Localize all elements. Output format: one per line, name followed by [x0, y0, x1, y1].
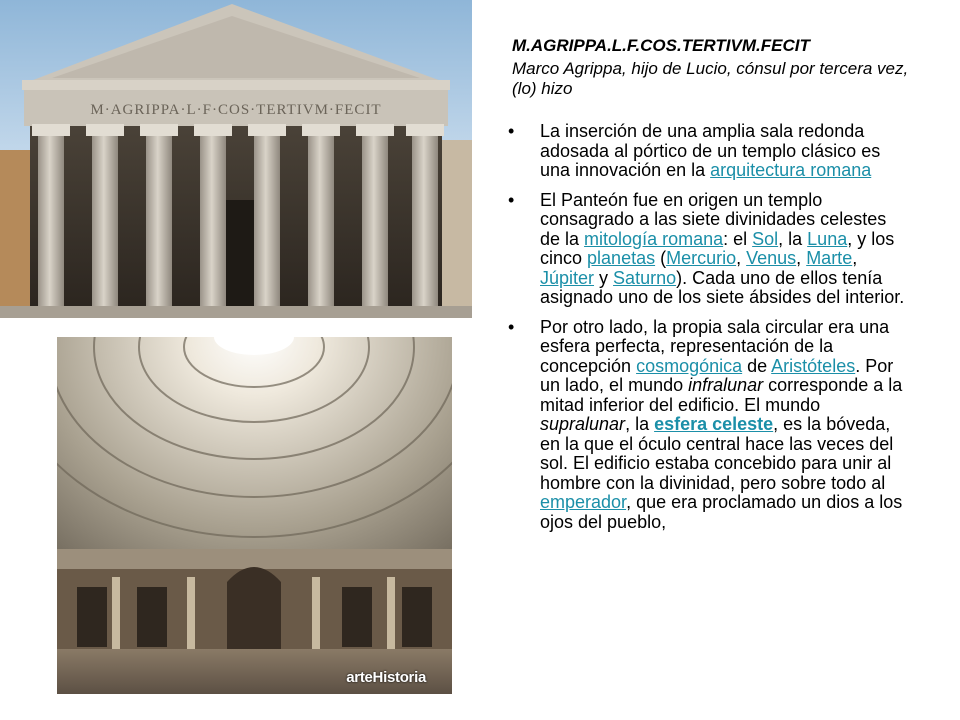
- link-sol[interactable]: Sol: [752, 228, 779, 249]
- link-planetas[interactable]: planetas: [587, 248, 656, 268]
- bullet-text: ). Cada uno de ellos tenía asignado uno de los siete ábsides del interior.: [540, 267, 905, 307]
- bullet-text: , la: [778, 228, 808, 249]
- link-aristoteles[interactable]: Aristóteles: [771, 355, 856, 376]
- link-mitologia-romana[interactable]: mitología romana: [584, 228, 724, 249]
- link-marte[interactable]: Marte: [806, 248, 853, 268]
- bullet-text: , y los cinco: [540, 228, 895, 268]
- pantheon-interior-photo: [57, 337, 452, 694]
- bullet-item: [508, 318, 908, 533]
- term-infralunar: infralunar: [688, 375, 764, 395]
- pantheon-facade-photo: [0, 0, 472, 318]
- facade-illustration: [0, 0, 472, 318]
- link-cosmogonica[interactable]: cosmogónica: [636, 355, 743, 376]
- link-mercurio[interactable]: Mercurio: [666, 248, 737, 268]
- link-emperador[interactable]: emperador: [540, 492, 627, 512]
- bullet-text: ,: [852, 248, 858, 268]
- link-luna[interactable]: Luna: [807, 228, 848, 249]
- bullet-text: , la: [625, 414, 655, 434]
- inscription-caption: [512, 36, 932, 99]
- bullet-dot-icon: •: [508, 189, 515, 210]
- bullet-dot-icon: •: [508, 121, 515, 141]
- interior-illustration: [57, 337, 452, 694]
- inscription-translation: Marco Agrippa, hijo de Lucio, cónsul por tercera vez, (lo) hizo: [512, 59, 909, 98]
- bullet-text: (: [655, 248, 667, 268]
- latin-inscription: M.AGRIPPA.L.F.COS.TERTIVM.FECIT: [512, 36, 810, 55]
- link-jupiter[interactable]: Júpiter: [540, 267, 595, 288]
- bullet-text: El Panteón fue en origen un templo consagrado a las siete divinidades celestes de la: [540, 189, 887, 249]
- facade-inscription: M·AGRIPPA·L·F·COS·TERTIVM·FECIT: [90, 102, 382, 118]
- link-esfera-celeste[interactable]: esfera celeste: [654, 414, 774, 434]
- bullet-text: La inserción de una amplia sala redonda adosada al pórtico de un templo clásico es una innovación en la: [540, 121, 881, 180]
- bullet-text: y: [594, 267, 614, 288]
- bullet-text: . Por un lado, el mundo: [540, 355, 894, 395]
- bullet-dot-icon: •: [508, 316, 515, 337]
- bullet-text: de: [742, 355, 772, 376]
- bullet-item: [508, 122, 908, 181]
- bullet-text: , que era proclamado un dios a los ojos del pueblo,: [540, 492, 903, 532]
- bullet-text: ,: [796, 248, 807, 268]
- artehistoria-watermark: arteHistoria: [346, 669, 426, 686]
- link-saturno[interactable]: Saturno: [613, 267, 677, 288]
- link-arquitectura-romana[interactable]: arquitectura romana: [710, 160, 872, 180]
- bullet-item: [508, 191, 908, 308]
- term-supralunar: supralunar: [540, 414, 626, 434]
- bullet-text: Por otro lado, la propia sala circular era una esfera perfecta, representación de la concepción: [540, 316, 890, 376]
- bullet-text: ,: [736, 248, 747, 268]
- bullet-text: , es la bóveda, en la que el óculo central hace las veces del sol. El edificio estaba concebido para unir al hombre con la divinidad, pero sobre todo al: [540, 414, 894, 493]
- bullet-text: corresponde a la mitad inferior del edificio. El mundo: [540, 375, 903, 415]
- link-venus[interactable]: Venus: [746, 248, 797, 268]
- bullet-text: : el: [723, 228, 753, 249]
- bullet-list: [508, 122, 908, 542]
